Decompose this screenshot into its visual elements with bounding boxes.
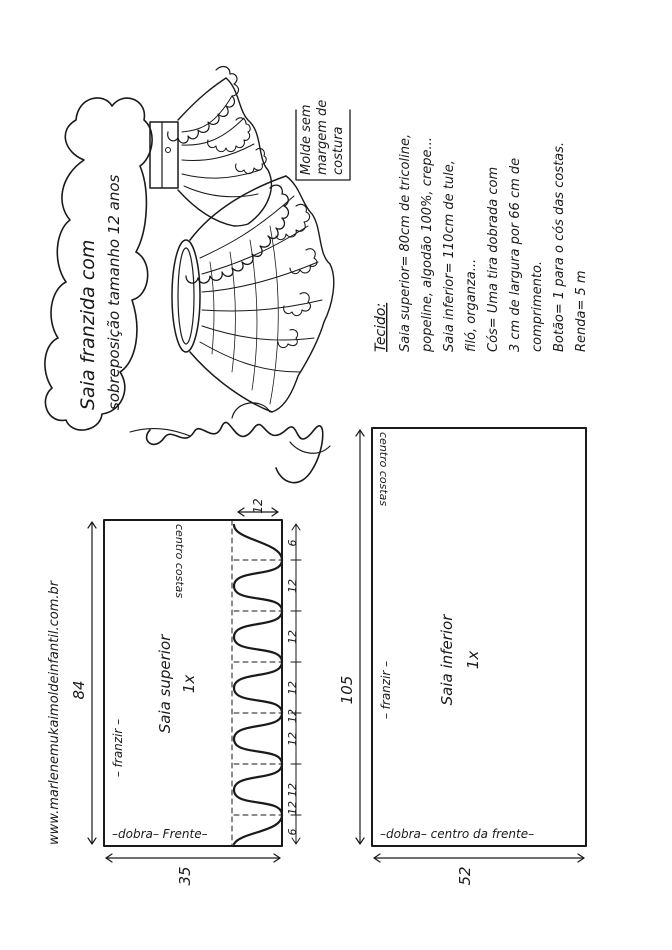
spacing-label: 12 xyxy=(286,801,299,815)
lower-skirt-height: 52 xyxy=(456,866,474,886)
skirt-illustration-lower xyxy=(172,176,334,412)
lower-skirt-width: 105 xyxy=(338,675,356,705)
spacing-label: 12 xyxy=(286,783,299,797)
lower-skirt-back: centro costas xyxy=(377,432,390,507)
upper-skirt-back: centro costas xyxy=(173,524,186,599)
lower-skirt-name: Saia inferior xyxy=(438,614,456,706)
spacing-label: 12 xyxy=(286,732,299,746)
note-line-1: Molde sem xyxy=(299,104,314,175)
fabric-line-5: Cós= Uma tira dobrada com xyxy=(486,166,501,352)
upper-skirt-name: Saia superior xyxy=(156,634,174,734)
signature xyxy=(130,403,330,483)
upper-skirt-qty: 1x xyxy=(180,674,198,694)
lower-skirt-qty: 1x xyxy=(464,650,482,670)
note-line-2: margem de xyxy=(315,99,330,175)
spacing-label: 12 xyxy=(286,579,299,593)
scallop-edge xyxy=(234,525,282,844)
fabric-heading: Tecido: xyxy=(373,302,389,352)
spacing-label: 6 xyxy=(286,828,299,836)
spacing-label: 12 xyxy=(286,681,299,695)
fabric-line-6: 3 cm de largura por 66 cm de xyxy=(508,157,523,352)
spacing-label: 12 xyxy=(286,709,299,723)
upper-skirt-gather: – franzir – xyxy=(111,718,125,778)
skirt-illustration-upper xyxy=(150,67,271,226)
upper-skirt-front: –dobra– Frente– xyxy=(112,827,208,841)
lower-skirt-gather: – franzir – xyxy=(379,660,393,720)
upper-skirt-width: 84 xyxy=(70,680,88,700)
fabric-line-9: Renda= 5 m xyxy=(574,270,589,352)
upper-skirt-height: 35 xyxy=(176,866,194,886)
fabric-line-3: Saia inferior= 110cm de tule, xyxy=(442,160,457,352)
fabric-line-2: popeline, algodão 100%, crepe... xyxy=(420,137,435,352)
lower-skirt-front: –dobra– centro da frente– xyxy=(380,827,535,841)
fabric-line-4: filó, organza... xyxy=(464,258,479,352)
note-line-3: costura xyxy=(331,126,346,175)
spacing-label: 6 xyxy=(286,539,299,547)
fabric-line-8: Botão= 1 para o cós das costas. xyxy=(552,141,567,352)
upper-skirt-scallop-depth: 12 xyxy=(251,498,265,514)
title-line-2: sobreposição tamanho 12 anos xyxy=(105,174,123,410)
website-url: www.marlenemukaimoldeinfantil.com.br xyxy=(47,580,62,845)
spacing-label: 12 xyxy=(286,630,299,644)
signature-text: Marlene xyxy=(318,495,319,500)
title-line-1: Saia franzida com xyxy=(77,239,99,410)
scallop-spacing-labels xyxy=(286,540,299,836)
fabric-line-7: comprimento. xyxy=(530,260,545,352)
fabric-line-1: Saia superior= 80cm de tricoline, xyxy=(398,133,413,352)
